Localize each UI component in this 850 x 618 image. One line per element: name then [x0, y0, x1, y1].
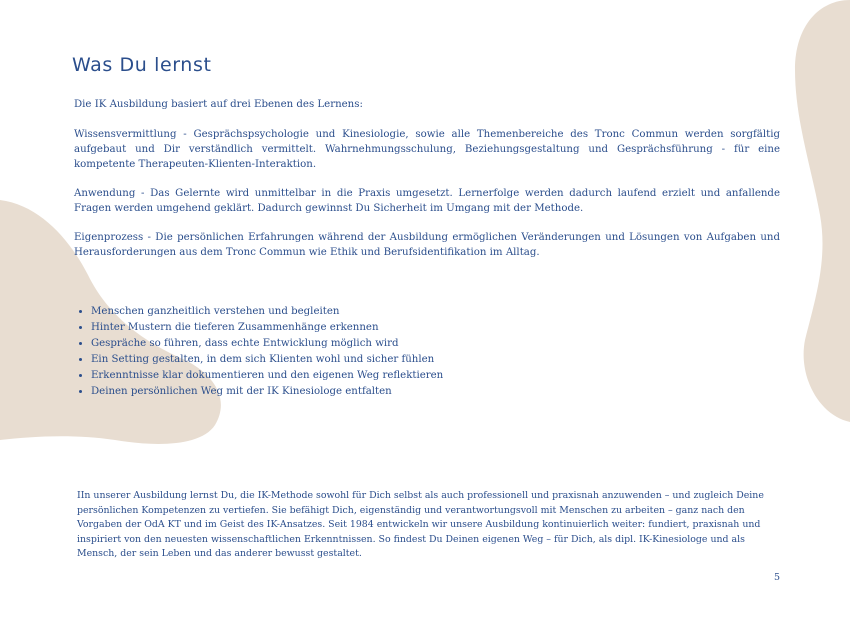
summary-paragraph: IIn unserer Ausbildung lernst Du, die IK-Methode sowohl für Dich selbst als auch professionell und praxisnah anzuwenden – und zugleich Deine persönlichen Kompetenzen zu vertiefen. Sie befähigt Dich, eigenständig und verantwortungsvoll mit Menschen zu arbeiten – ganz nach den Vorgaben der OdA KT und im Geist des IK-Ansatzes. Seit 1984 entwickeln wir unsere Ausbildung kontinuierlich weiter: fundiert, praxisnah und inspiriert von den neuesten wissenschaftlichen Erkenntnissen. So findest Du Deinen eigenen Weg – für Dich, als dipl. IK-Kinesiologe und als Mensch, der sein Leben und das anderer bewusst gestaltet. [77, 490, 764, 560]
paragraph-anwendung: Anwendung - Das Gelernte wird unmittelbar in die Praxis umgesetzt. Lernerfolge werden dadurch laufend erzielt und anfallende Fragen werden umgehend geklärt. Dadurch gewinnst Du Sicherheit im Umgang mit der Methode. [74, 188, 780, 214]
list-item: • Menschen ganzheitlich verstehen und begleiten [91, 304, 443, 320]
body-text [74, 97, 780, 274]
intro-text: Die IK Ausbildung basiert auf drei Ebenen des Lernens: [74, 99, 363, 110]
right-blob-shape [795, 0, 850, 422]
paragraph-eigenprozess: Eigenprozess - Die persönlichen Erfahrungen während der Ausbildung ermöglichen Veränderungen und Lösungen von Aufgaben und Herausforderungen aus dem Tronc Commun wie Ethik und Berufsidentifikation im Alltag. [74, 232, 780, 258]
learning-goals-list [74, 304, 443, 400]
list-item: • Deinen persönlichen Weg mit der IK Kinesiologe entfalten [91, 384, 443, 400]
list-item: • Gespräche so führen, dass echte Entwicklung möglich wird [91, 336, 443, 352]
paragraph-wissensvermittlung: Wissensvermittlung - Gesprächspsychologie und Kinesiologie, sowie alle Themenbereiche des Tronc Commun werden sorgfältig aufgebaut und Dir verständlich vermittelt. Wahrnehmungsschulung, Beziehungsgestaltung und Gesprächsführung - für eine kompetente Therapeuten-Klienten-Interaktion. [74, 129, 780, 170]
list-item: • Hinter Mustern die tieferen Zusammenhänge erkennen [91, 320, 443, 336]
page-number: 5 [774, 572, 781, 583]
page-title: Was Du lernst [72, 54, 212, 76]
list-item: • Ein Setting gestalten, in dem sich Klienten wohl und sicher fühlen [91, 352, 443, 368]
list-item: • Erkenntnisse klar dokumentieren und den eigenen Weg reflektieren [91, 368, 443, 384]
